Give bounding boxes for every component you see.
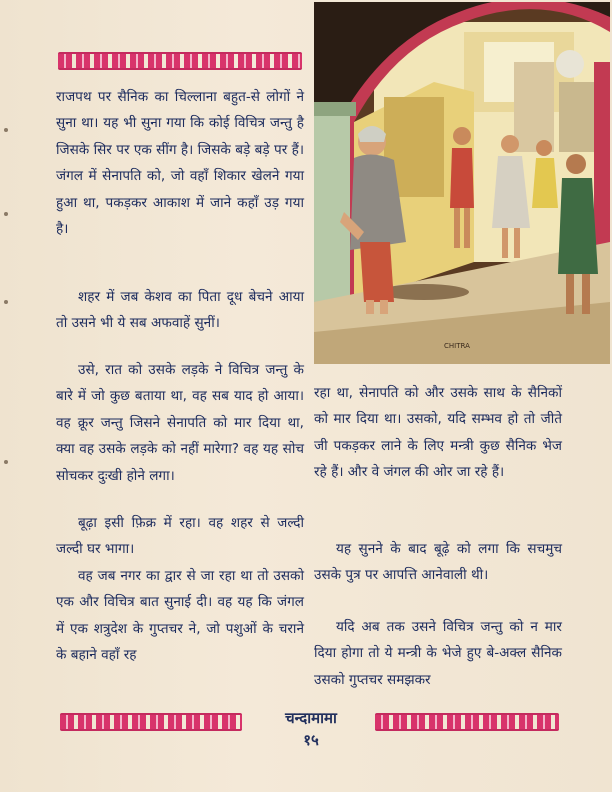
paragraph-8: यदि अब तक उसने विचित्र जन्तु को न मार दिया होगा तो ये मन्त्री के भेजे हुए बे-अक्ल सैनिक उसको गुप्तचर समझकर [314, 619, 562, 688]
margin-mark [4, 300, 8, 304]
margin-mark [4, 212, 8, 216]
decorative-border-bottom-left [60, 713, 242, 731]
illustration-svg [314, 2, 610, 364]
story-illustration [314, 2, 610, 364]
illustrator-signature: CHITRA [444, 342, 470, 350]
magazine-title: चन्दामामा [285, 709, 337, 727]
paragraph-5: वह जब नगर का द्वार से जा रहा था तो उसको एक और विचित्र बात सुनाई दी। वह यह कि जंगल में एक शत्रुदेश के गुप्तचर ने, जो पशुओं के चराने के बहाने वहाँ रह [56, 568, 304, 664]
paragraph-6: रहा था, सेनापति को और उसके साथ के सैनिकों को मार दिया था। उसको, यदि सम्भव हो तो जीते जी पकड़कर लाने के लिए मन्त्री कुछ सैनिक भेज रहे हैं। और वे जंगल की ओर जा रहे हैं। [314, 385, 562, 481]
decorative-border-bottom-right [375, 713, 559, 731]
decorative-border-top [58, 52, 302, 70]
paragraph-2: शहर में जब केशव का पिता दूध बेचने आया तो उसने भी ये सब अफवाहें सुनीं। [56, 289, 304, 332]
margin-mark [4, 128, 8, 132]
margin-mark [4, 460, 8, 464]
page-number: १५ [303, 731, 319, 749]
paragraph-3: उसे, रात को उसके लड़के ने विचित्र जन्तु के बारे में जो कुछ बताया था, वह सब याद हो आया। वह क्रूर जन्तु जिसने सेनापति को मार दिया था, क्या वह उसके लड़के को नहीं मारेगा? वह यह सोच सोचकर दुःखी होने लगा। [56, 362, 304, 484]
paragraph-7: यह सुनने के बाद बूढ़े को लगा कि सचमुच उसके पुत्र पर आपत्ति आनेवाली थी। [314, 541, 562, 584]
paragraph-4: बूढ़ा इसी फ़िक्र में रहा। वह शहर से जल्दी जल्दी घर भागा। [56, 515, 304, 558]
paragraph-1: राजपथ पर सैनिक का चिल्लाना बहुत-से लोगों ने सुना था। यह भी सुना गया कि कोई विचित्र जन्तु है जिसके सिर पर एक सींग है। जिसके बड़े बड़े पर हैं। जंगल में सेनापति को, जो वहाँ शिकार खेलने गया हुआ था, पकड़कर आकाश में जाने कहाँ उड़ गया है। [56, 89, 304, 238]
